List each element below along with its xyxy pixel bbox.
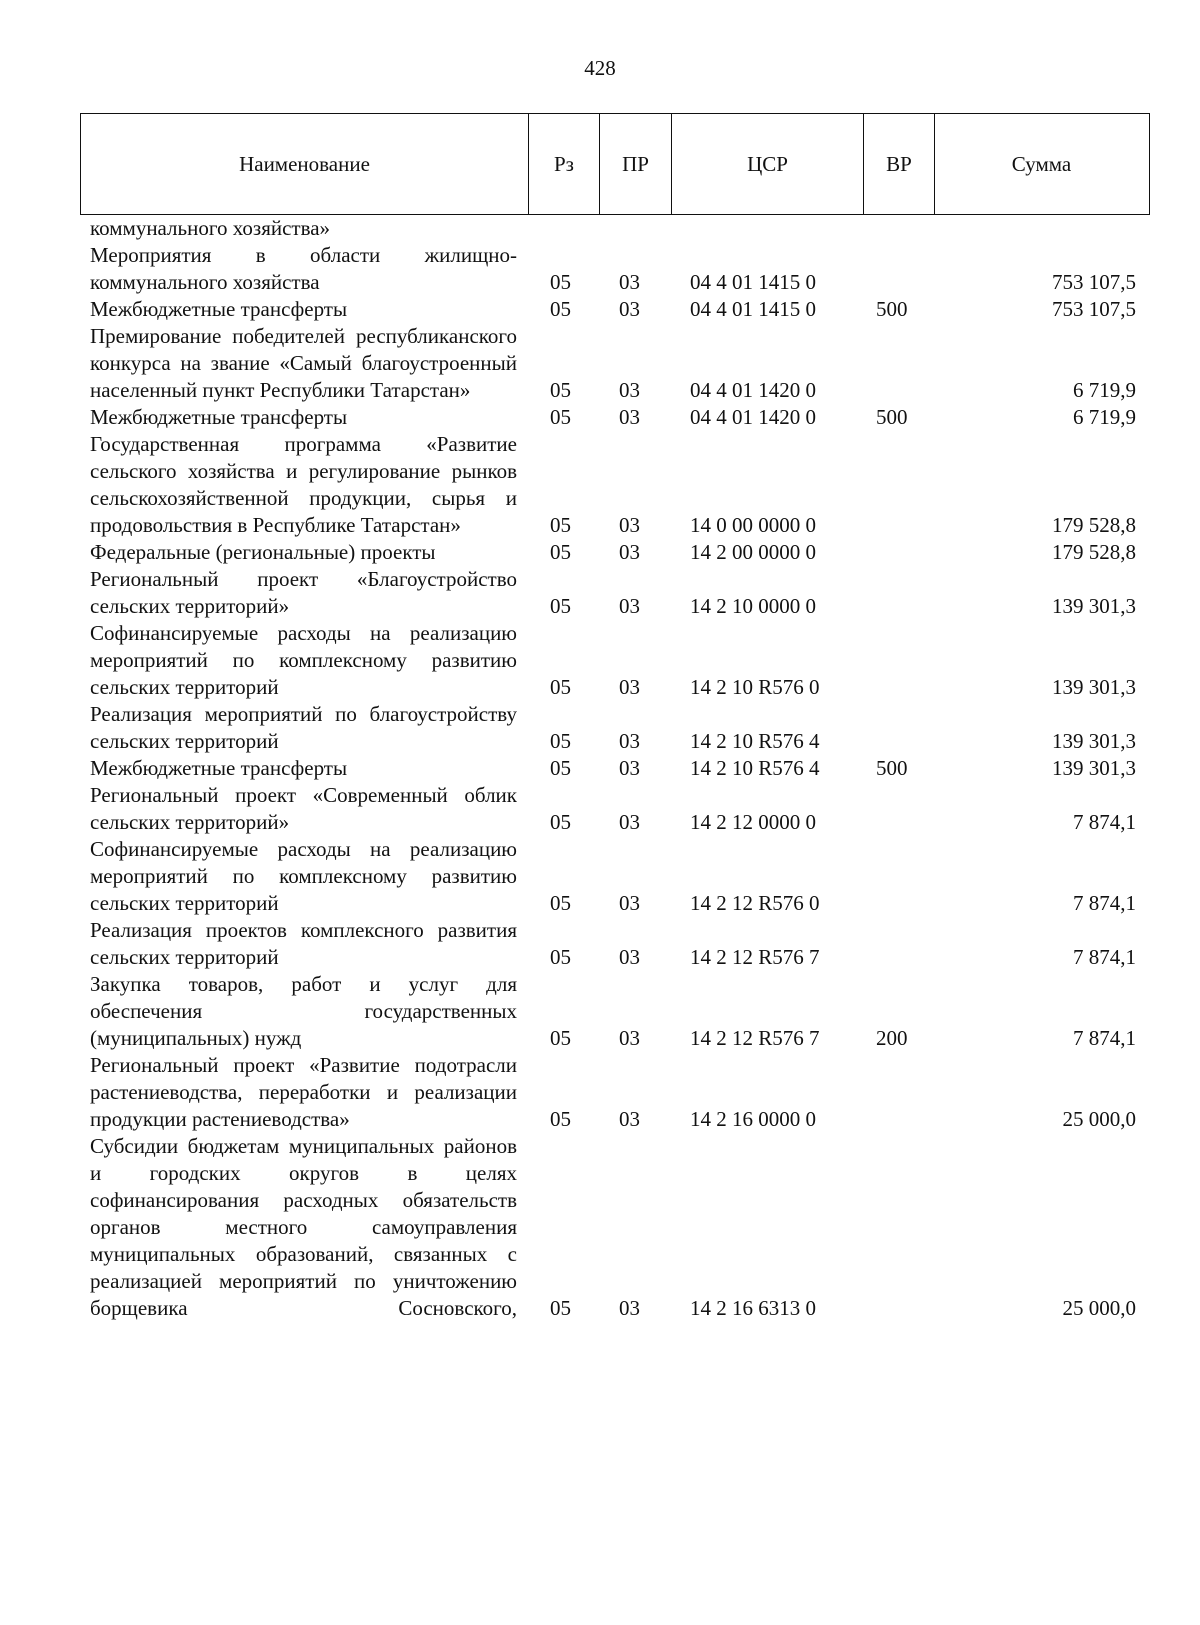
header-vr: ВР: [864, 114, 935, 214]
table-row: [0, 242, 1200, 296]
table-row: [0, 917, 1200, 971]
header-sum: Сумма: [1011, 151, 1072, 176]
row-rz: 05: [550, 540, 571, 564]
row-rz: 05: [550, 1296, 571, 1320]
table-row: [0, 323, 1200, 404]
row-pr: 03: [619, 378, 640, 402]
table-body: [0, 215, 1200, 1322]
row-vr: 200: [876, 1026, 908, 1050]
row-sum: 139 301,3: [1052, 756, 1136, 780]
row-csr: 14 2 12 R576 7: [690, 945, 820, 969]
row-name: Межбюджетные трансферты: [90, 405, 348, 429]
row-sum: 7 874,1: [1073, 1026, 1136, 1050]
header-pr: ПР: [600, 114, 672, 214]
row-rz: 05: [550, 513, 571, 537]
row-name: коммунального хозяйства»: [90, 216, 331, 240]
row-rz: 05: [550, 756, 571, 780]
table-row: [0, 701, 1200, 755]
table-header: [80, 113, 1150, 215]
row-name: Премирование победителей республиканского конкурса на звание «Самый благоустроенный населенный пункт Республики Татарстан»: [90, 324, 517, 402]
row-pr: 03: [619, 891, 640, 915]
row-name: Региональный проект «Современный облик сельских территорий»: [90, 783, 517, 834]
row-rz: 05: [550, 405, 571, 429]
row-name: Региональный проект «Благоустройство сельских территорий»: [90, 567, 517, 618]
row-name: Межбюджетные трансферты: [90, 297, 348, 321]
row-vr: 500: [876, 297, 908, 321]
row-pr: 03: [619, 513, 640, 537]
table-row: [0, 215, 1200, 242]
row-sum: 139 301,3: [1052, 594, 1136, 618]
table-row: [0, 755, 1200, 782]
row-sum: 25 000,0: [1062, 1296, 1136, 1320]
table-row: [0, 566, 1200, 620]
row-pr: 03: [619, 270, 640, 294]
row-sum: 6 719,9: [1073, 405, 1136, 429]
row-csr: 14 2 10 R576 0: [690, 675, 820, 699]
row-name: Федеральные (региональные) проекты: [90, 540, 436, 564]
row-name: Софинансируемые расходы на реализацию мероприятий по комплексному развитию сельских территорий: [90, 621, 517, 699]
row-rz: 05: [550, 297, 571, 321]
row-rz: 05: [550, 675, 571, 699]
row-sum: 7 874,1: [1073, 891, 1136, 915]
row-sum: 7 874,1: [1073, 945, 1136, 969]
row-sum: 6 719,9: [1073, 378, 1136, 402]
row-rz: 05: [550, 891, 571, 915]
row-sum: 139 301,3: [1052, 729, 1136, 753]
row-csr: 14 2 12 0000 0: [690, 810, 816, 834]
row-csr: 14 2 12 R576 0: [690, 891, 820, 915]
table-row: [0, 620, 1200, 701]
row-rz: 05: [550, 270, 571, 294]
row-pr: 03: [619, 297, 640, 321]
row-pr: 03: [619, 756, 640, 780]
row-csr: 14 0 00 0000 0: [690, 513, 816, 537]
page-number: 428: [584, 56, 616, 80]
row-csr: 04 4 01 1415 0: [690, 297, 816, 321]
row-name: Субсидии бюджетам муниципальных районов и городских округов в целях софинансирования расходных обязательств органов местного самоуправления муниципальных образований, связанных с реализацией мероприятий по уничтожению борщевика Сосновского,: [90, 1134, 517, 1320]
row-rz: 05: [550, 729, 571, 753]
row-rz: 05: [550, 945, 571, 969]
row-rz: 05: [550, 378, 571, 402]
row-vr: 500: [876, 756, 908, 780]
table-row: [0, 404, 1200, 431]
row-rz: 05: [550, 1107, 571, 1131]
table-row: [0, 296, 1200, 323]
row-rz: 05: [550, 594, 571, 618]
row-pr: 03: [619, 1107, 640, 1131]
table-row: [0, 971, 1200, 1052]
row-pr: 03: [619, 540, 640, 564]
row-sum: 753 107,5: [1052, 270, 1136, 294]
table-row: [0, 836, 1200, 917]
table-row: [0, 1052, 1200, 1133]
row-sum: 25 000,0: [1062, 1107, 1136, 1131]
row-vr: 500: [876, 405, 908, 429]
row-pr: 03: [619, 675, 640, 699]
row-rz: 05: [550, 1026, 571, 1050]
row-csr: 14 2 10 0000 0: [690, 594, 816, 618]
row-name: Мероприятия в области жилищно-коммунального хозяйства: [90, 243, 517, 294]
table-row: [0, 1133, 1200, 1322]
row-name: Софинансируемые расходы на реализацию мероприятий по комплексному развитию сельских территорий: [90, 837, 517, 915]
table-row: [0, 782, 1200, 836]
row-sum: 139 301,3: [1052, 675, 1136, 699]
row-pr: 03: [619, 945, 640, 969]
row-csr: 14 2 10 R576 4: [690, 756, 820, 780]
row-name: Реализация проектов комплексного развития сельских территорий: [90, 918, 517, 969]
row-pr: 03: [619, 1296, 640, 1320]
row-name: Государственная программа «Развитие сельского хозяйства и регулирование рынков сельскохозяйственной продукции, сырья и продовольствия в Республике Татарстан»: [90, 432, 517, 537]
row-sum: 753 107,5: [1052, 297, 1136, 321]
row-pr: 03: [619, 594, 640, 618]
row-csr: 14 2 00 0000 0: [690, 540, 816, 564]
row-sum: 7 874,1: [1073, 810, 1136, 834]
header-csr: ЦСР: [672, 114, 864, 214]
row-csr: 04 4 01 1420 0: [690, 378, 816, 402]
row-pr: 03: [619, 729, 640, 753]
table-row: [0, 431, 1200, 539]
row-pr: 03: [619, 1026, 640, 1050]
header-name: Наименование: [81, 114, 529, 214]
row-name: Закупка товаров, работ и услуг для обеспечения государственных (муниципальных) нужд: [90, 972, 517, 1050]
row-name: Региональный проект «Развитие подотрасли растениеводства, переработки и реализации продукции растениеводства»: [90, 1053, 517, 1131]
row-csr: 04 4 01 1415 0: [690, 270, 816, 294]
row-name: Межбюджетные трансферты: [90, 756, 348, 780]
row-csr: 14 2 16 6313 0: [690, 1296, 816, 1320]
row-csr: 14 2 12 R576 7: [690, 1026, 820, 1050]
row-csr: 04 4 01 1420 0: [690, 405, 816, 429]
row-csr: 14 2 16 0000 0: [690, 1107, 816, 1131]
row-rz: 05: [550, 810, 571, 834]
row-name: Реализация мероприятий по благоустройству сельских территорий: [90, 702, 517, 753]
row-csr: 14 2 10 R576 4: [690, 729, 820, 753]
row-sum: 179 528,8: [1052, 513, 1136, 537]
table-row: [0, 539, 1200, 566]
header-rz: Рз: [529, 114, 600, 214]
row-sum: 179 528,8: [1052, 540, 1136, 564]
row-pr: 03: [619, 405, 640, 429]
row-pr: 03: [619, 810, 640, 834]
